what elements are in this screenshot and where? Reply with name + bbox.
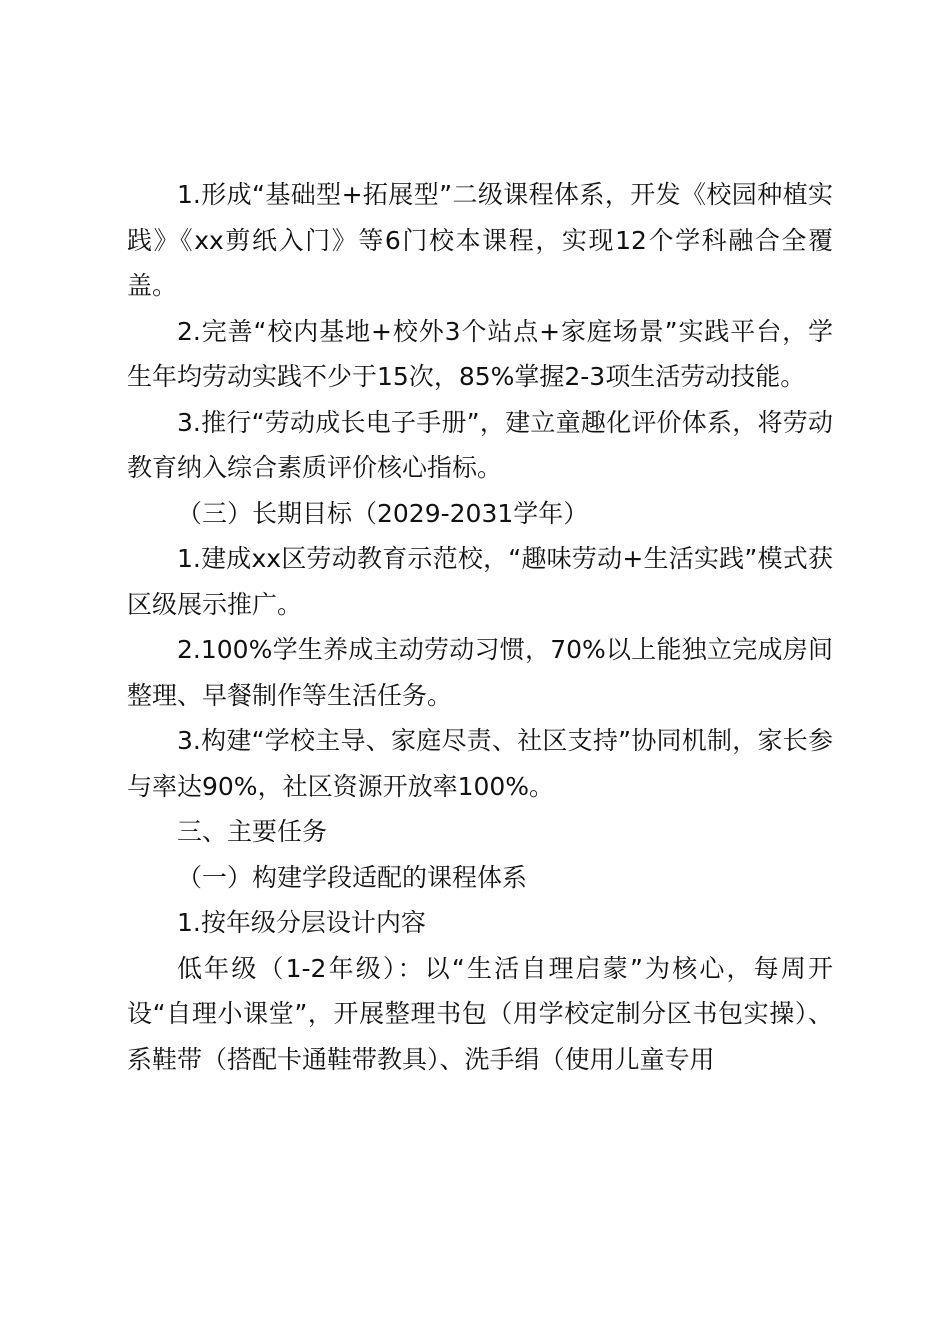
paragraph-goal-long-3: 3.构建“学校主导、家庭尽责、社区支持”协同机制，家长参与率达90%，社区资源开放率100%。 [127, 726, 833, 801]
section-heading-main-tasks: 三、主要任务 [177, 817, 328, 846]
subheading-grade-design: 1.按年级分层设计内容 [177, 908, 426, 937]
section-heading-curriculum: （一）构建学段适配的课程体系 [177, 862, 528, 892]
section-heading-long-term-goals: （三）长期目标（2029-2031学年） [177, 498, 589, 528]
document-body [127, 172, 833, 1082]
paragraph-goal-mid-1: 1.形成“基础型+拓展型”二级课程体系，开发《校园种植实践》《xx剪纸入门》等6门校本课程，实现12个学科融合全覆盖。 [127, 180, 833, 300]
paragraph-lower-grade: 低年级（1-2年级）：以“生活自理启蒙”为核心，每周开设“自理小课堂”，开展整理书包（用学校定制分区书包实操）、系鞋带（搭配卡通鞋带教具）、洗手绢（使用儿童专用 [127, 953, 833, 1074]
paragraph-goal-mid-2: 2.完善“校内基地+校外3个站点+家庭场景”实践平台，学生年均劳动实践不少于15次，85%掌握2-3项生活劳动技能。 [127, 316, 833, 391]
paragraph-goal-mid-3: 3.推行“劳动成长电子手册”，建立童趣化评价体系，将劳动教育纳入综合素质评价核心指标。 [127, 407, 833, 482]
paragraph-goal-long-1: 1.建成xx区劳动教育示范校，“趣味劳动+生活实践”模式获区级展示推广。 [127, 544, 833, 619]
paragraph-goal-long-2: 2.100%学生养成主动劳动习惯，70%以上能独立完成房间整理、早餐制作等生活任务。 [127, 635, 833, 710]
